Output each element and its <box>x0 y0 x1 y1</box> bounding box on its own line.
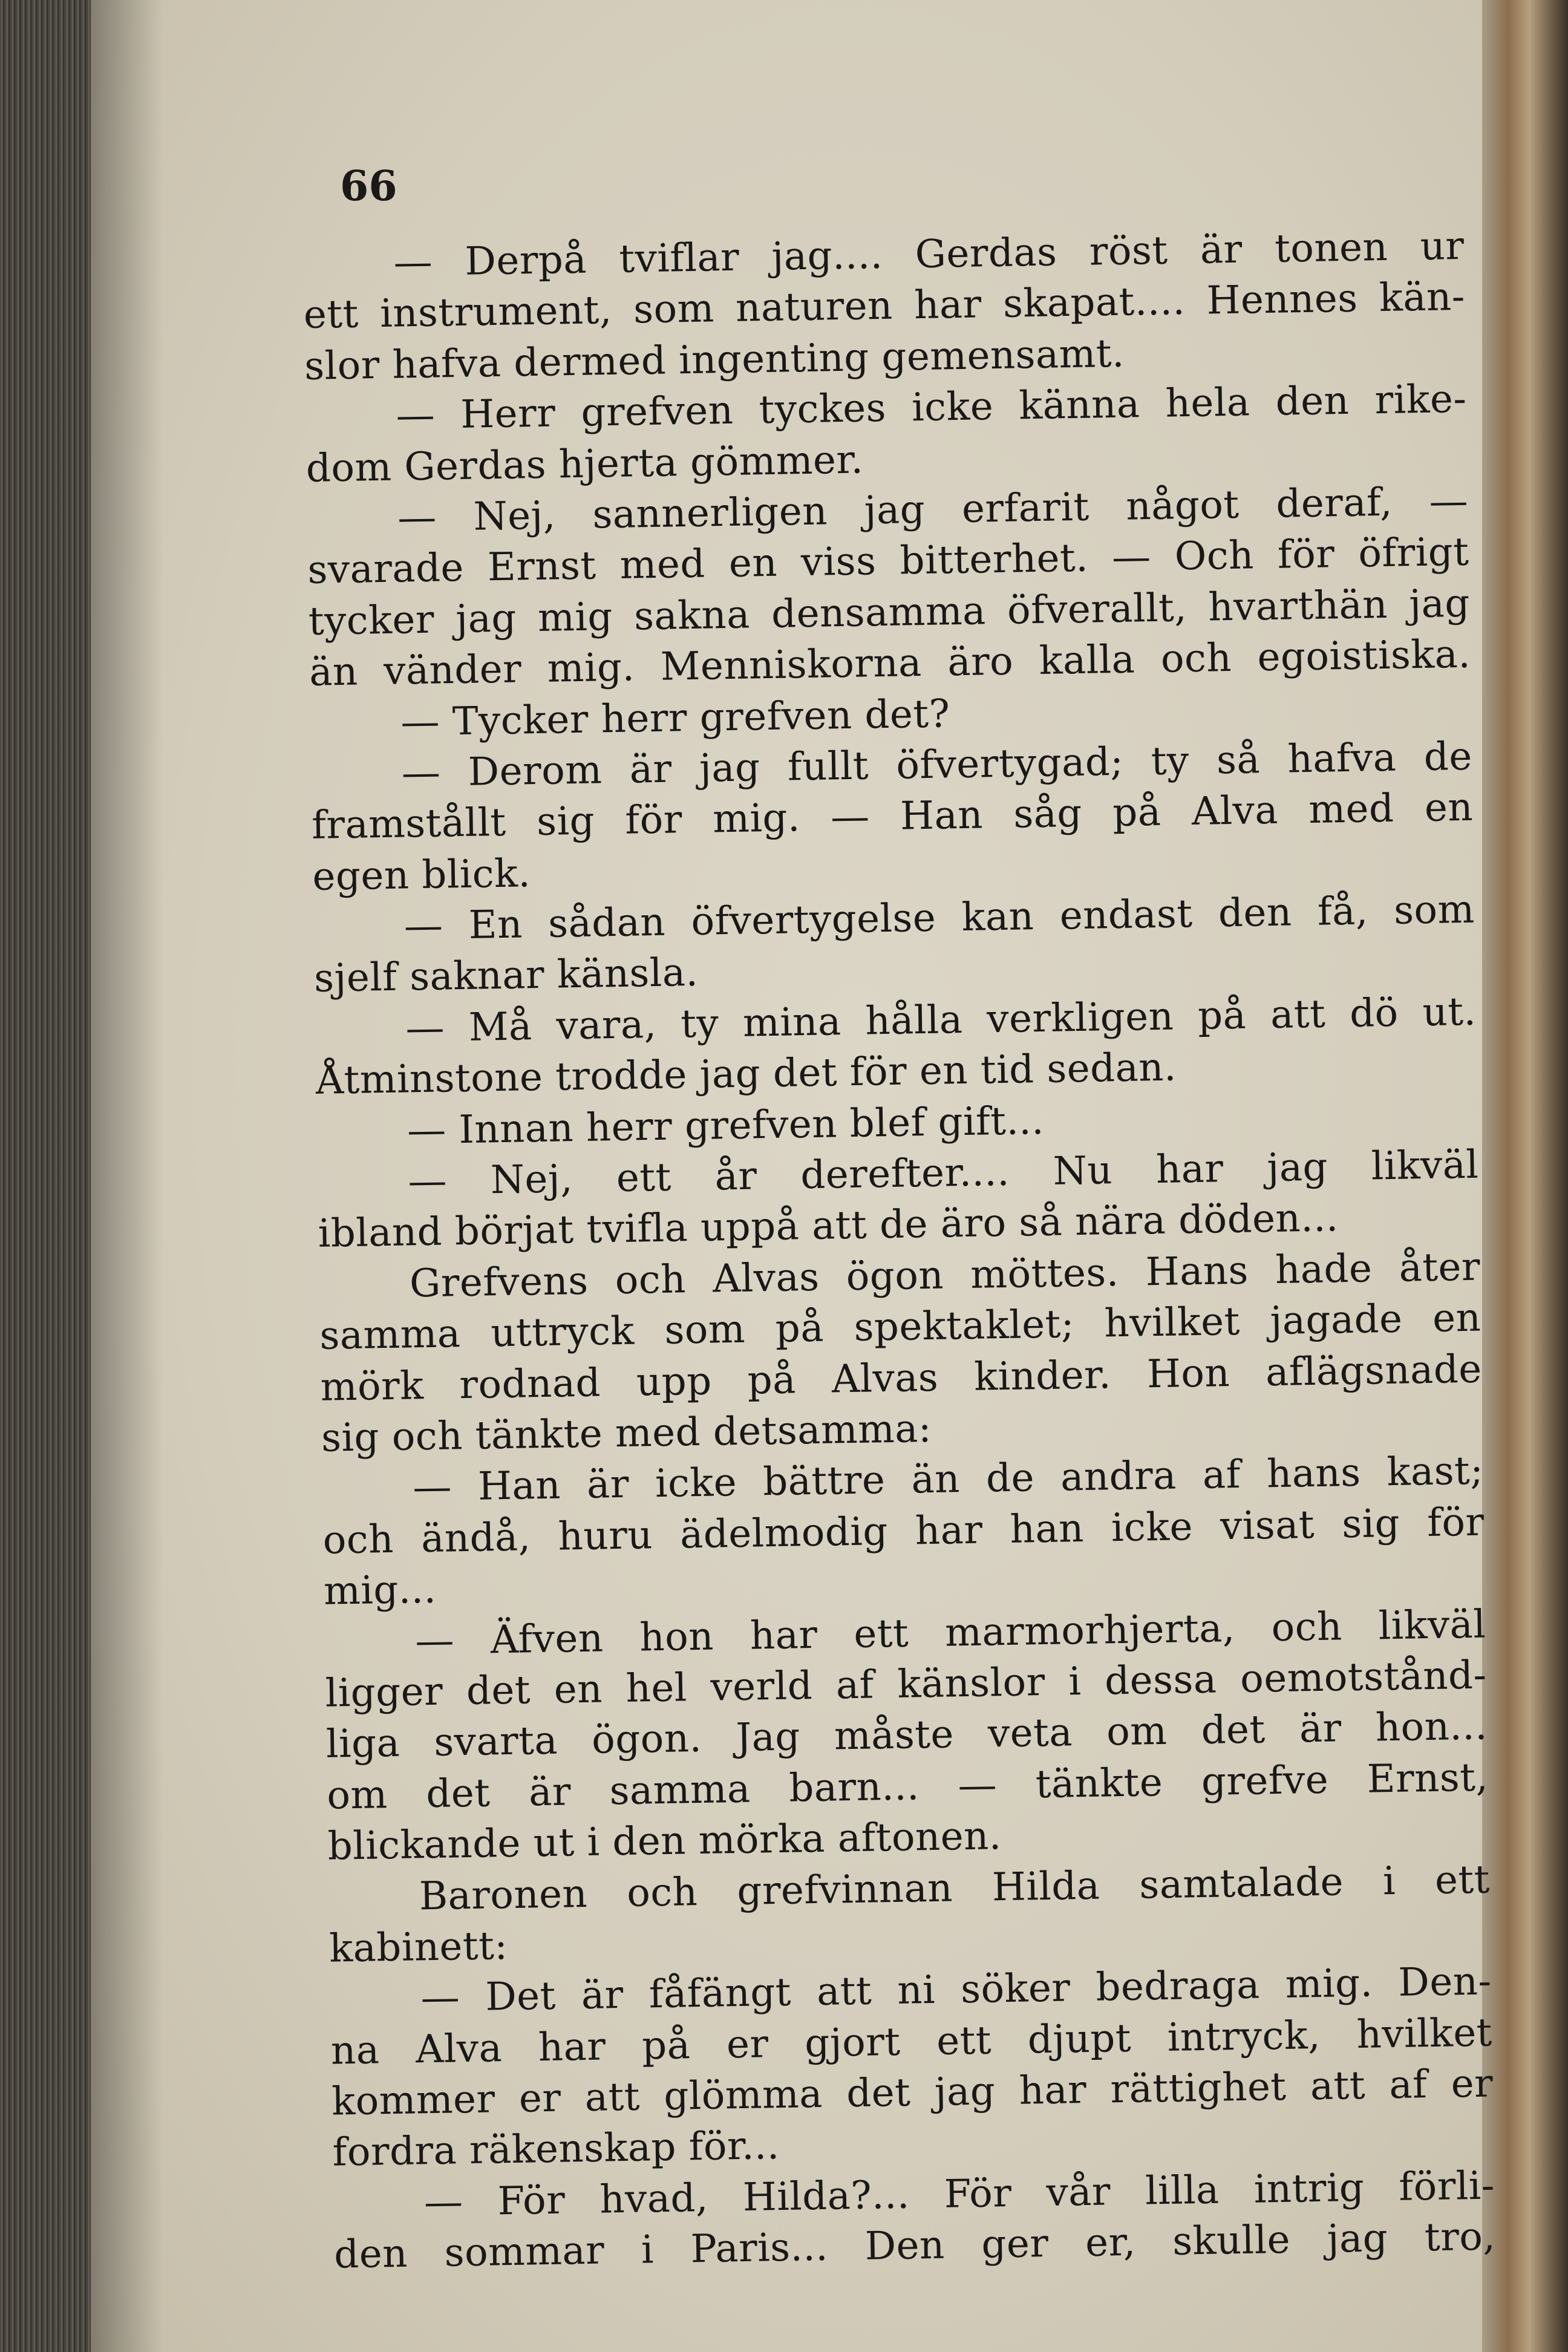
text-line: — Innan herr grefven blef gift... <box>407 1098 1045 1154</box>
text-line: kabinett: <box>328 1923 508 1971</box>
text-line: — Nej, ett år derefter.... Nu har jag likväl <box>407 1142 1479 1204</box>
text-line: samma uttryck som på spektaklet; hvilket jagade en <box>319 1295 1481 1359</box>
text-line: mörk rodnad upp på Alvas kinder. Hon aflägsnade <box>320 1347 1483 1410</box>
text-line: — Det är fåfängt att ni söker bedraga mig. Den- <box>420 1959 1492 2021</box>
text-line: svarade Ernst med en viss bitterhet. — Och för öfrigt <box>307 530 1469 593</box>
text-line: ibland börjat tvifla uppå att de äro så nära döden... <box>318 1195 1339 1257</box>
text-line: ligger det en hel verld af känslor i dessa oemotstånd- <box>325 1653 1488 1716</box>
text-line: Baronen och grefvinnan Hilda samtalade i ett <box>419 1857 1491 1919</box>
text-line: Åtminstone trodde jag det för en tid sedan. <box>315 1045 1177 1104</box>
text-line: sig och tänkte med detsamma: <box>321 1406 932 1461</box>
text-line: — Derpå tviflar jag.... Gerdas röst är tonen ur <box>393 223 1465 286</box>
text-line: framstållt sig för mig. — Han såg på Alva med en <box>311 785 1474 849</box>
text-line: den sommar i Paris... Den ger er, skulle jag tro, <box>333 2214 1496 2278</box>
text-line: slor hafva dermed ingenting gemensamt. <box>304 331 1125 389</box>
text-line: egen blick. <box>312 851 531 900</box>
text-line: — Må vara, ty mina hålla verkligen på att dö ut. <box>405 989 1477 1051</box>
page-number: 66 <box>340 162 397 211</box>
text-line: na Alva har på er gjort ett djupt intryck, hvilket <box>330 2010 1493 2074</box>
text-line: blickande ut i den mörka aftonen. <box>327 1814 1002 1869</box>
text-line: — Äfven hon har ett marmorhjerta, och likväl <box>414 1602 1486 1664</box>
text-line: — Han är icke bättre än de andra af hans kast; <box>412 1448 1484 1511</box>
text-line: — Nej, sannerligen jag erfarit något deraf, — <box>397 479 1469 541</box>
body-text <box>302 221 1496 2281</box>
text-line: sjelf saknar känsla. <box>313 950 699 1002</box>
text-line: — För hvad, Hilda?... För vår lilla intrig förli- <box>423 2163 1495 2226</box>
text-line: än vänder mig. Menniskorna äro kalla och egoistiska. <box>309 632 1471 696</box>
text-line: — Tycker herr grefven det? <box>400 691 950 745</box>
text-line: — Herr grefven tyckes icke känna hela den rike- <box>396 376 1467 439</box>
left-page-stack <box>0 0 91 2352</box>
text-line: och ändå, huru ädelmodig har han icke visat sig för <box>322 1500 1485 1563</box>
text-line: ett instrument, som naturen har skapat.... Hennes kän- <box>303 275 1466 338</box>
text-line: fordra räkenskap för... <box>332 2123 780 2176</box>
text-line: tycker jag mig sakna densamma öfverallt, hvarthän jag <box>308 581 1471 644</box>
text-line: dom Gerdas hjerta gömmer. <box>305 437 864 491</box>
text-line: kommer er att glömma det jag har rättighet att af er <box>331 2061 1494 2125</box>
gutter-shadow <box>91 0 163 2352</box>
right-page-edge <box>1482 0 1568 2352</box>
text-line: Grefvens och Alvas ögon möttes. Hans hade åter <box>409 1244 1481 1307</box>
text-line: mig... <box>323 1567 437 1614</box>
text-line: om det är samma barn... — tänkte grefve Ernst, <box>326 1755 1489 1818</box>
text-line: — En sådan öfvertygelse kan endast den få, som <box>403 887 1475 949</box>
text-line: liga svarta ögon. Jag måste veta om det är hon... <box>325 1704 1488 1768</box>
text-line: — Derom är jag fullt öfvertygad; ty så hafva de <box>401 734 1473 796</box>
